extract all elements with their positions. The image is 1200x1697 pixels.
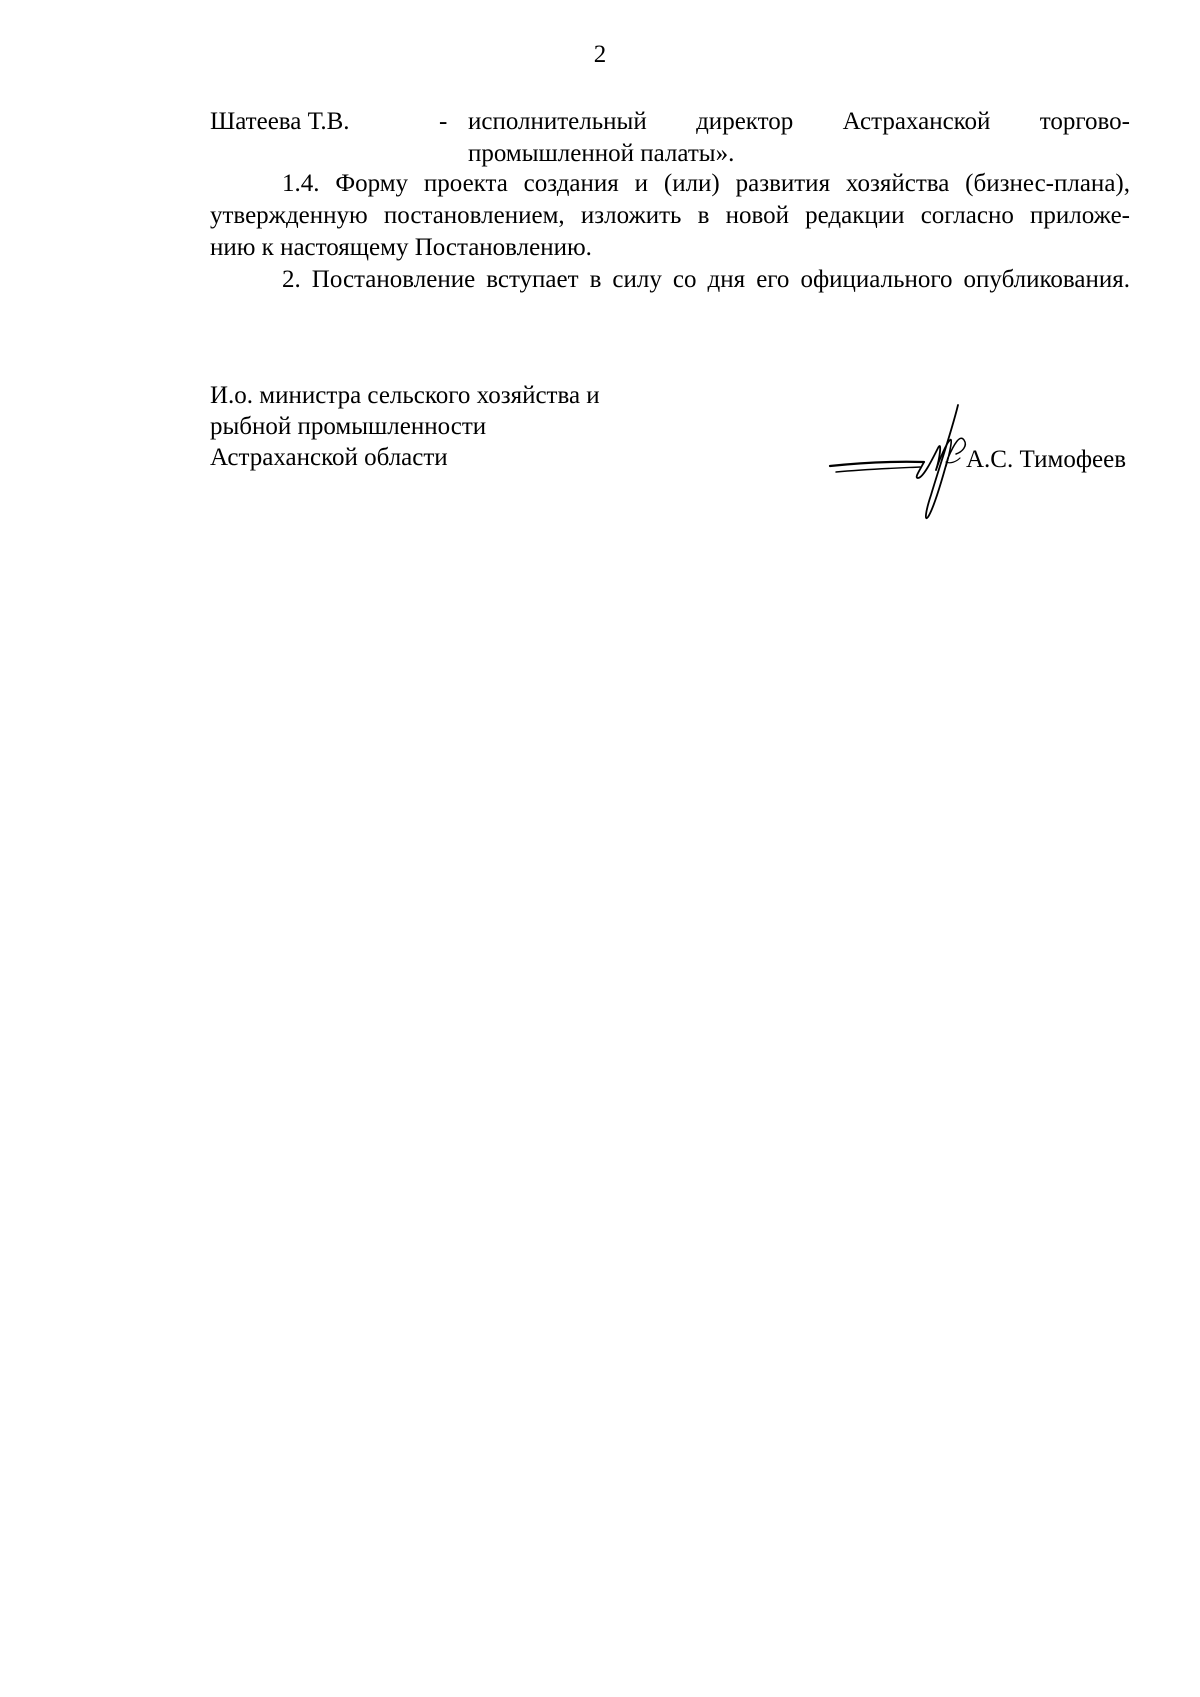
- clause-2-line-1: 2. Постановление вступает в силу со дня его официального опубликования.: [282, 266, 1130, 293]
- clause-1-4-line-3: нию к настоящему Постановлению.: [210, 234, 592, 261]
- member-role-line-2: промышленной палаты».: [468, 140, 735, 167]
- signatory-position: [210, 380, 600, 473]
- signatory-position-line-3: Астраханской области: [210, 444, 448, 471]
- clause-1-4-line-2: утвержденную постановлением, изложить в новой редакции согласно приложе-: [210, 202, 1130, 229]
- clause-1-4-line-1: 1.4. Форму проекта создания и (или) развития хозяйства (бизнес-плана),: [282, 170, 1130, 197]
- member-name: Шатеева Т.В.: [210, 108, 350, 135]
- signatory-position-line-1: И.о. министра сельского хозяйства и: [210, 382, 600, 409]
- member-role: [468, 106, 1130, 170]
- member-role-line-1: исполнительный директор Астраханской торгово-: [468, 108, 1130, 135]
- clause-1-4: [210, 168, 1130, 264]
- member-dash: -: [439, 108, 448, 135]
- signatory-position-line-2: рыбной промышленности: [210, 413, 487, 440]
- clause-2: [210, 264, 1130, 296]
- page-number: 2: [593, 41, 607, 68]
- signer-name: А.С. Тимофеев: [966, 446, 1127, 473]
